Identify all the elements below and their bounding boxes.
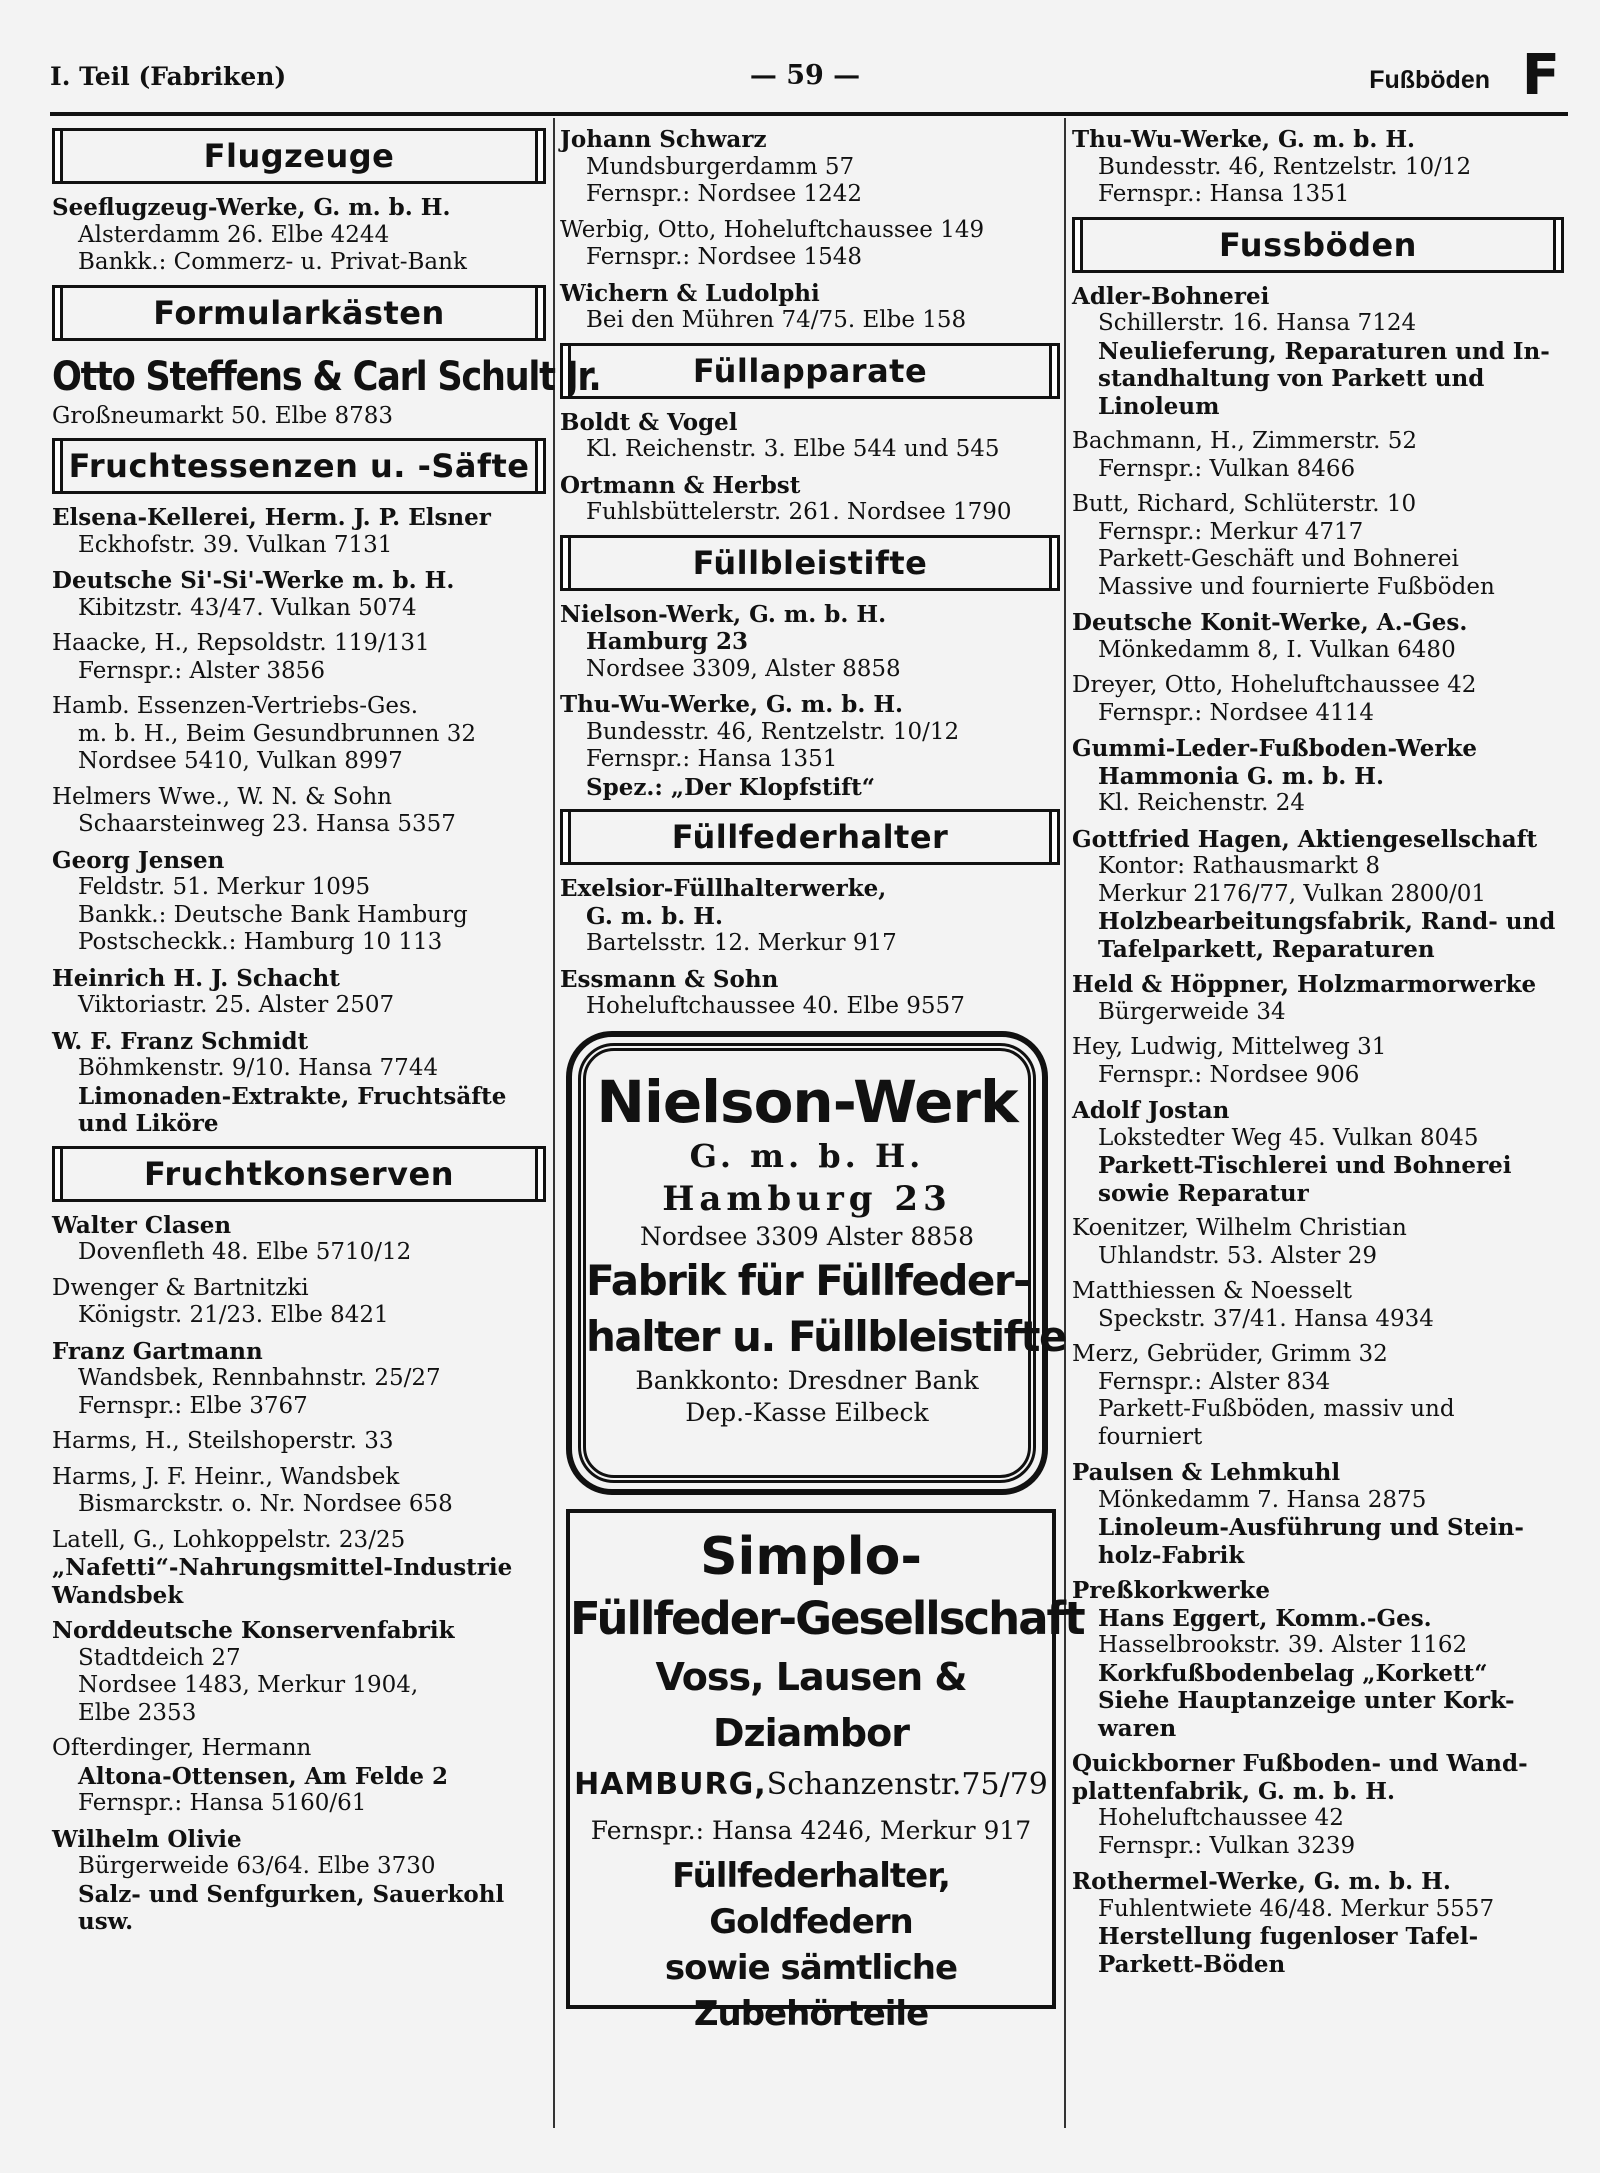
list-item — [1072, 126, 1564, 209]
entry-line: Fernspr.: Hansa 1351 — [586, 746, 838, 772]
page-number: — 59 — — [749, 60, 861, 91]
entry-line: Speckstr. 37/41. Hansa 4934 — [1098, 1305, 1434, 1332]
list-item — [52, 847, 546, 957]
column-middle — [560, 126, 1084, 2034]
entry-line: Fernspr.: Nordsee 1548 — [586, 244, 863, 270]
list-item — [52, 965, 546, 1020]
list-item — [560, 966, 1060, 1021]
section-heading-flugzeuge: Flugzeuge — [52, 128, 546, 184]
firm-name: Johann Schwarz — [560, 126, 767, 153]
firm-name: W. F. Franz Schmidt — [52, 1027, 309, 1055]
entry-line: sowie Reparatur — [1098, 1179, 1309, 1207]
firm-name: Paulsen & Lehmkuhl — [1072, 1459, 1341, 1486]
firm-name: Haacke, H., Repsoldstr. 119/131 — [52, 630, 430, 656]
firm-name: Harms, J. F. Heinr., Wandsbek — [52, 1463, 400, 1490]
firm-name: Otto Steffens & Carl Schult Jr. — [52, 353, 601, 400]
entry-line: holz-Fabrik — [1098, 1541, 1245, 1569]
entry-line: Mönkedamm 7. Hansa 2875 — [1098, 1486, 1427, 1513]
entry-line: Kl. Reichenstr. 24 — [1098, 790, 1305, 816]
list-item — [1072, 1577, 1564, 1742]
entry-line: Bundesstr. 46, Rentzelstr. 10/12 — [586, 718, 960, 745]
ad-bank: Bankkonto: Dresdner Bank — [635, 1365, 979, 1395]
column-left — [52, 126, 601, 1944]
list-item — [1072, 1459, 1564, 1569]
entry-line: Fuhlentwiete 46/48. Merkur 5557 — [1098, 1895, 1495, 1922]
ad-products: sowie sämtliche Zubehörteile — [664, 1947, 958, 2034]
list-item — [1072, 1750, 1564, 1860]
entry-line: Fernspr.: Hansa 5160/61 — [78, 1790, 367, 1816]
list-item — [52, 693, 546, 776]
entry-line: Neulieferung, Reparaturen und In- — [1098, 337, 1550, 365]
entry-line: Hammonia G. m. b. H. — [1098, 762, 1385, 790]
firm-name: Latell, G., Lohkoppelstr. 23/25 — [52, 1526, 406, 1553]
entry-line: Eckhofstr. 39. Vulkan 7131 — [78, 531, 393, 558]
entry-line: Bankk.: Deutsche Bank Hamburg — [78, 901, 468, 928]
entry-line: Mundsburgerdamm 57 — [586, 153, 855, 180]
entry-line: Altona-Ottensen, Am Felde 2 — [78, 1762, 449, 1790]
list-item — [1072, 826, 1564, 964]
firm-name: Held & Höppner, Holzmarmorwerke — [1072, 971, 1537, 998]
entry-line: Dovenfleth 48. Elbe 5710/12 — [78, 1239, 412, 1265]
firm-name: Seeflugzeug-Werke, G. m. b. H. — [52, 194, 451, 221]
list-item — [1072, 1215, 1564, 1270]
firm-name: Matthiessen & Noesselt — [1072, 1278, 1353, 1304]
section-heading-fuellbleistifte: Füllbleistifte — [560, 535, 1060, 591]
advertisement-nielson-werk — [566, 1031, 1066, 1495]
firm-name: Franz Gartmann — [52, 1337, 263, 1365]
entry-line: Salz- und Senfgurken, Sauerkohl — [78, 1880, 505, 1908]
firm-name: Ofterdinger, Hermann — [52, 1735, 312, 1761]
list-item — [52, 194, 546, 277]
entry-line: Schillerstr. 16. Hansa 7124 — [1098, 310, 1417, 336]
list-item — [52, 784, 546, 839]
firm-name: Nielson-Werk, G. m. b. H. — [560, 600, 887, 628]
entry-line: Wandsbek, Rennbahnstr. 25/27 — [78, 1365, 441, 1391]
column-divider — [1064, 118, 1066, 2128]
list-item — [560, 691, 1060, 801]
entry-line: Elbe 2353 — [78, 1699, 197, 1726]
list-item — [1072, 1341, 1564, 1451]
section-heading-formularkaesten: Formularkästen — [52, 285, 546, 341]
entry-line: Hoheluftchaussee 42 — [1098, 1805, 1344, 1831]
entry-line: Fernspr.: Nordsee 1242 — [586, 181, 863, 207]
entry-line: Uhlandstr. 53. Alster 29 — [1098, 1242, 1378, 1269]
firm-name: Helmers Wwe., W. N. & Sohn — [52, 783, 392, 810]
entry-line: Korkfußbodenbelag „Korkett“ — [1098, 1659, 1488, 1687]
ad-company-name: Nielson-Werk — [596, 1067, 1018, 1136]
firm-name: Hamb. Essenzen-Vertriebs-Ges. — [52, 693, 419, 719]
entry-line: Bankk.: Commerz- u. Privat-Bank — [78, 249, 467, 275]
ad-city: HAMBURG, — [574, 1766, 767, 1802]
firm-name: Bachmann, H., Zimmerstr. 52 — [1072, 428, 1418, 454]
firm-name: Dwenger & Bartnitzki — [52, 1274, 309, 1301]
entry-line: Parkett-Böden — [1098, 1950, 1286, 1978]
firm-name: Adler-Bohnerei — [1072, 282, 1270, 310]
entry-line: usw. — [78, 1908, 134, 1935]
firm-name: Preßkorkwerke — [1072, 1577, 1270, 1604]
ad-address — [570, 1761, 1052, 1809]
list-item — [52, 630, 546, 685]
list-item — [52, 1464, 546, 1519]
entry-line: Bartelsstr. 12. Merkur 917 — [586, 930, 897, 956]
entry-line: Viktoriastr. 25. Alster 2507 — [78, 992, 395, 1018]
entry-line: Lokstedter Weg 45. Vulkan 8045 — [1098, 1124, 1479, 1151]
entry-line: Kibitzstr. 43/47. Vulkan 5074 — [78, 594, 417, 621]
advertisement-simplo — [566, 1509, 1084, 2034]
ad-street: Schanzenstr.75/79 — [766, 1766, 1048, 1802]
list-item — [1072, 1278, 1564, 1333]
entry-line: Hasselbrookstr. 39. Alster 1162 — [1098, 1632, 1468, 1658]
list-item — [1072, 491, 1564, 601]
entry-line: Linoleum-Ausführung und Stein- — [1098, 1514, 1524, 1541]
entry-line: Großneumarkt 50. Elbe 8783 — [52, 402, 394, 429]
entry-line: Postscheckk.: Hamburg 10 113 — [78, 929, 443, 955]
ad-phones: Fernspr.: Hansa 4246, Merkur 917 — [590, 1815, 1032, 1845]
entry-line: Fernspr.: Vulkan 8466 — [1098, 455, 1356, 482]
entry-line: Merkur 2176/77, Vulkan 2800/01 — [1098, 880, 1487, 907]
firm-name: Thu-Wu-Werke, G. m. b. H. — [560, 691, 904, 718]
list-item — [52, 504, 546, 559]
ad-brand: Simplo- — [700, 1526, 922, 1587]
firm-name: Werbig, Otto, Hoheluftchaussee 149 — [560, 216, 985, 243]
list-item — [52, 1028, 546, 1138]
list-item — [560, 217, 1060, 272]
list-item — [1072, 672, 1564, 727]
entry-line: Fernspr.: Nordsee 906 — [1098, 1061, 1360, 1088]
list-item — [52, 351, 601, 431]
entry-line: Fernspr.: Vulkan 3239 — [1098, 1832, 1356, 1859]
topic-label: Fußböden — [1369, 66, 1490, 94]
section-label: I. Teil (Fabriken) — [50, 62, 287, 91]
list-item — [52, 1826, 546, 1936]
list-item — [560, 126, 1060, 209]
entry-line: Hans Eggert, Komm.-Ges. — [1098, 1604, 1432, 1632]
entry-line: Fernspr.: Alster 834 — [1098, 1368, 1331, 1395]
entry-line: Kontor: Rathausmarkt 8 — [1098, 853, 1380, 879]
entry-line: Herstellung fugenloser Tafel- — [1098, 1923, 1479, 1950]
advertisement-frame — [578, 1043, 1066, 1483]
firm-name: Dreyer, Otto, Hoheluftchaussee 42 — [1072, 672, 1477, 698]
firm-name: Gummi-Leder-Fußboden-Werke — [1072, 735, 1478, 762]
firm-name: Heinrich H. J. Schacht — [52, 964, 340, 992]
running-header — [50, 43, 1560, 108]
entry-line: Fernspr.: Nordsee 4114 — [1098, 699, 1375, 726]
firm-name: Essmann & Sohn — [560, 965, 779, 993]
list-item — [1072, 1097, 1564, 1207]
entry-line: Fernspr.: Merkur 4717 — [1098, 518, 1364, 545]
list-item — [1072, 1868, 1564, 1978]
entry-line: Fuhlsbüttelerstr. 261. Nordsee 1790 — [586, 499, 1012, 525]
entry-line: m. b. H., Beim Gesundbrunnen 32 — [78, 720, 477, 747]
firm-name: Thu-Wu-Werke, G. m. b. H. — [1072, 126, 1416, 153]
firm-name: Wichern & Ludolphi — [560, 279, 820, 307]
entry-line: Kl. Reichenstr. 3. Elbe 544 und 545 — [586, 436, 1000, 462]
entry-line: G. m. b. H. — [586, 902, 724, 930]
entry-line: und Liköre — [78, 1110, 219, 1137]
entry-line: Bismarckstr. o. Nr. Nordsee 658 — [78, 1491, 453, 1517]
list-item — [52, 567, 546, 622]
section-heading-fuellfederhalter: Füllfederhalter — [560, 809, 1060, 865]
list-item — [1072, 428, 1564, 483]
firm-name: Gottfried Hagen, Aktiengesellschaft — [1072, 825, 1538, 853]
list-item — [560, 875, 1060, 958]
section-heading-fussboeden: Fussböden — [1072, 217, 1564, 273]
section-heading-fruchtkonserven: Fruchtkonserven — [52, 1146, 546, 1202]
entry-line: Bürgerweide 63/64. Elbe 3730 — [78, 1853, 436, 1879]
firm-name: Butt, Richard, Schlüterstr. 10 — [1072, 491, 1417, 517]
entry-line: Fernspr.: Alster 3856 — [78, 657, 325, 684]
entry-line: „Nafetti“-Nahrungsmittel-Industrie — [52, 1554, 513, 1581]
ad-legal-form: G. m. b. H. — [689, 1136, 925, 1175]
list-item — [560, 409, 1060, 464]
ad-company-name: Füllfeder-Gesellschaft — [570, 1591, 1084, 1645]
list-item — [1072, 971, 1564, 1026]
firm-name: Merz, Gebrüder, Grimm 32 — [1072, 1341, 1388, 1367]
entry-line: Parkett-Geschäft und Bohnerei — [1098, 546, 1459, 572]
list-item — [560, 601, 1060, 684]
entry-line: Bundesstr. 46, Rentzelstr. 10/12 — [1098, 153, 1472, 180]
column-divider — [553, 118, 555, 2128]
index-letter: F — [1521, 43, 1560, 108]
entry-line: Fernspr.: Hansa 1351 — [1098, 181, 1350, 207]
entry-line: Parkett-Fußböden, massiv und — [1098, 1396, 1455, 1422]
list-item — [52, 1338, 546, 1421]
list-item — [1072, 1034, 1564, 1089]
column-right — [1072, 126, 1564, 1986]
list-item — [52, 1735, 546, 1818]
firm-name: Harms, H., Steilshoperstr. 33 — [52, 1428, 394, 1454]
ad-bank: Dep.-Kasse Eilbeck — [685, 1397, 929, 1427]
firm-name: Georg Jensen — [52, 846, 225, 874]
list-item — [52, 1212, 546, 1267]
ad-slogan: Fabrik für Füllfeder- — [586, 1255, 1030, 1305]
firm-name: Quickborner Fußboden- und Wand- — [1072, 1750, 1528, 1777]
entry-line: Fernspr.: Elbe 3767 — [78, 1392, 308, 1419]
firm-name: Deutsche Si'-Si'-Werke m. b. H. — [52, 567, 455, 594]
entry-line: Hoheluftchaussee 40. Elbe 9557 — [586, 993, 965, 1019]
entry-line: Böhmkenstr. 9/10. Hansa 7744 — [78, 1055, 439, 1081]
ad-slogan: halter u. Füllbleistifte — [586, 1311, 1066, 1361]
list-item — [1072, 735, 1564, 818]
entry-line: Königstr. 21/23. Elbe 8421 — [78, 1302, 389, 1328]
entry-line: Tafelparkett, Reparaturen — [1098, 935, 1435, 963]
entry-line: Nordsee 1483, Merkur 1904, — [78, 1672, 419, 1698]
entry-line: Nordsee 3309, Alster 8858 — [586, 655, 901, 682]
ad-products: Füllfederhalter, Goldfedern — [672, 1855, 950, 1942]
list-item — [1072, 609, 1564, 664]
list-item — [52, 1617, 546, 1727]
entry-line: Bei den Mühren 74/75. Elbe 158 — [586, 307, 967, 333]
list-item — [1072, 283, 1564, 421]
ad-phones: Nordsee 3309 Alster 8858 — [639, 1221, 975, 1251]
entry-line: waren — [1098, 1714, 1177, 1742]
entry-line: Hamburg 23 — [586, 628, 748, 655]
section-heading-fruchtessenzen: Fruchtessenzen u. -Säfte — [52, 438, 546, 494]
firm-name: Deutsche Konit-Werke, A.-Ges. — [1072, 609, 1468, 636]
entry-line: Nordsee 5410, Vulkan 8997 — [78, 748, 403, 774]
firm-name: Rothermel-Werke, G. m. b. H. — [1072, 1868, 1451, 1895]
firm-name: Boldt & Vogel — [560, 408, 738, 436]
list-item — [560, 280, 1060, 335]
list-item — [560, 472, 1060, 527]
entry-line: Schaarsteinweg 23. Hansa 5357 — [78, 811, 456, 837]
entry-line: Feldstr. 51. Merkur 1095 — [78, 874, 371, 900]
entry-line: Linoleum — [1098, 392, 1220, 420]
firm-name: Koenitzer, Wilhelm Christian — [1072, 1215, 1407, 1241]
firm-name: Hey, Ludwig, Mittelweg 31 — [1072, 1034, 1387, 1060]
firm-name: Adolf Jostan — [1072, 1097, 1230, 1124]
firm-name: Walter Clasen — [52, 1211, 232, 1239]
section-heading-fuellapparate: Füllapparate — [560, 343, 1060, 399]
entry-line: Mönkedamm 8, I. Vulkan 6480 — [1098, 636, 1456, 663]
list-item — [52, 1527, 546, 1610]
entry-line: Holzbearbeitungsfabrik, Rand- und — [1098, 908, 1556, 935]
firm-name: Exelsior-Füllhalterwerke, — [560, 875, 887, 902]
entry-line: Parkett-Tischlerei und Bohnerei — [1098, 1152, 1512, 1179]
entry-line: Bürgerweide 34 — [1098, 998, 1286, 1025]
firm-name: Elsena-Kellerei, Herm. J. P. Elsner — [52, 504, 491, 531]
header-rule — [50, 112, 1568, 116]
entry-line: plattenfabrik, G. m. b. H. — [1072, 1777, 1396, 1805]
entry-line: Spez.: „Der Klopfstift“ — [586, 773, 875, 801]
entry-line: Stadtdeich 27 — [78, 1644, 241, 1671]
entry-line: Siehe Hauptanzeige unter Kork- — [1098, 1687, 1515, 1714]
firm-name: Wilhelm Olivie — [52, 1825, 242, 1853]
list-item — [52, 1275, 546, 1330]
entry-line: Wandsbek — [52, 1581, 184, 1609]
entry-line: Massive und fournierte Fußböden — [1098, 573, 1495, 600]
entry-line: standhaltung von Parkett und — [1098, 365, 1485, 392]
firm-name: Ortmann & Herbst — [560, 471, 801, 499]
entry-line: fourniert — [1098, 1423, 1203, 1450]
entry-line: Alsterdamm 26. Elbe 4244 — [78, 221, 390, 248]
ad-owners: Voss, Lausen & Dziambor — [655, 1654, 967, 1755]
firm-name: Norddeutsche Konservenfabrik — [52, 1617, 455, 1644]
ad-city: Hamburg 23 — [662, 1178, 952, 1219]
entry-line: Limonaden-Extrakte, Fruchtsäfte — [78, 1082, 507, 1110]
list-item — [52, 1428, 546, 1456]
